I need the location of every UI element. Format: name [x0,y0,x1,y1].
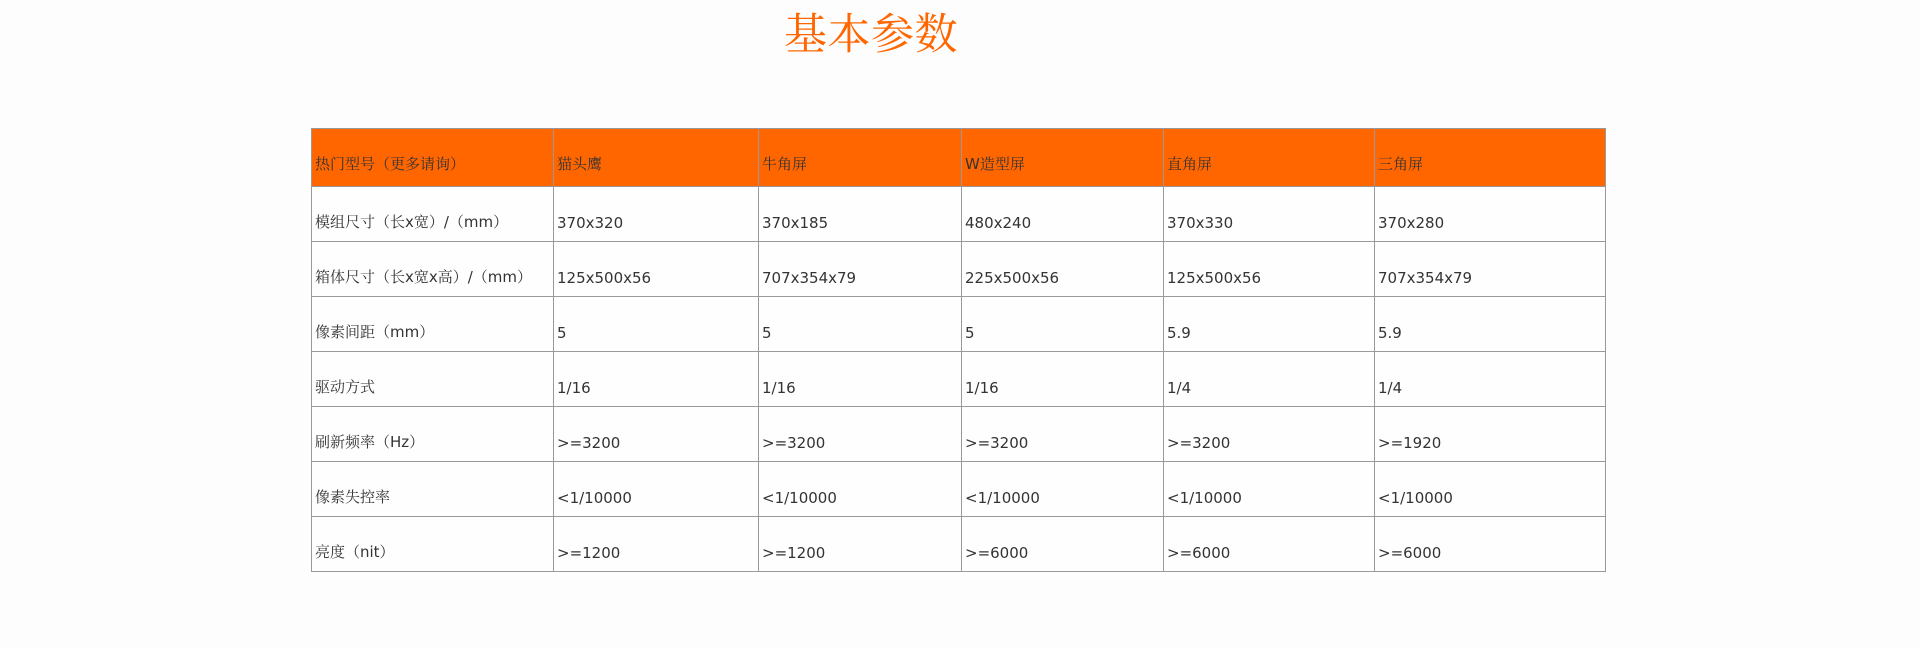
spec-value-cell: 370x185 [759,187,962,242]
spec-value-cell: 707x354x79 [759,242,962,297]
spec-value-cell: 5 [554,297,759,352]
table-header-row [312,129,1606,187]
spec-value-cell: <1/10000 [759,462,962,517]
header-cell-model-3: W造型屏 [962,129,1164,187]
table-row [312,187,1606,242]
table-row [312,517,1606,572]
spec-value-cell: 5 [962,297,1164,352]
row-label: 刷新频率（Hz） [312,407,554,462]
row-label: 模组尺寸（长x宽）/（mm） [312,187,554,242]
row-label: 箱体尺寸（长x宽x高）/（mm） [312,242,554,297]
spec-value-cell: 125x500x56 [554,242,759,297]
spec-value-cell: 125x500x56 [1164,242,1375,297]
spec-value-cell: 5.9 [1164,297,1375,352]
page-title: 基本参数 [784,10,958,60]
spec-value-cell: >=6000 [1375,517,1606,572]
header-cell-models: 热门型号（更多请询） [312,129,554,187]
spec-value-cell: 707x354x79 [1375,242,1606,297]
table-row [312,352,1606,407]
spec-value-cell: >=3200 [759,407,962,462]
table-row [312,242,1606,297]
spec-value-cell: >=3200 [962,407,1164,462]
spec-value-cell: >=6000 [962,517,1164,572]
spec-value-cell: 480x240 [962,187,1164,242]
row-label: 驱动方式 [312,352,554,407]
spec-value-cell: <1/10000 [962,462,1164,517]
row-label: 像素间距（mm） [312,297,554,352]
spec-value-cell: >=6000 [1164,517,1375,572]
spec-value-cell: >=1200 [554,517,759,572]
spec-value-cell: 225x500x56 [962,242,1164,297]
row-label: 像素失控率 [312,462,554,517]
row-label: 亮度（nit） [312,517,554,572]
spec-value-cell: 370x330 [1164,187,1375,242]
spec-value-cell: <1/10000 [1164,462,1375,517]
spec-value-cell: 370x280 [1375,187,1606,242]
header-cell-model-4: 直角屏 [1164,129,1375,187]
spec-value-cell: 1/16 [554,352,759,407]
spec-value-cell: <1/10000 [554,462,759,517]
spec-value-cell: >=1920 [1375,407,1606,462]
header-cell-model-1: 猫头鹰 [554,129,759,187]
spec-value-cell: 5.9 [1375,297,1606,352]
spec-value-cell: <1/10000 [1375,462,1606,517]
spec-value-cell: 1/16 [962,352,1164,407]
basic-parameters-table [311,128,1606,572]
spec-value-cell: 370x320 [554,187,759,242]
spec-value-cell: >=3200 [1164,407,1375,462]
spec-value-cell: >=1200 [759,517,962,572]
spec-value-cell: >=3200 [554,407,759,462]
spec-value-cell: 5 [759,297,962,352]
spec-value-cell: 1/4 [1375,352,1606,407]
table-row [312,462,1606,517]
table-row [312,407,1606,462]
spec-value-cell: 1/16 [759,352,962,407]
spec-value-cell: 1/4 [1164,352,1375,407]
table-row [312,297,1606,352]
header-cell-model-2: 牛角屏 [759,129,962,187]
header-cell-model-5: 三角屏 [1375,129,1606,187]
